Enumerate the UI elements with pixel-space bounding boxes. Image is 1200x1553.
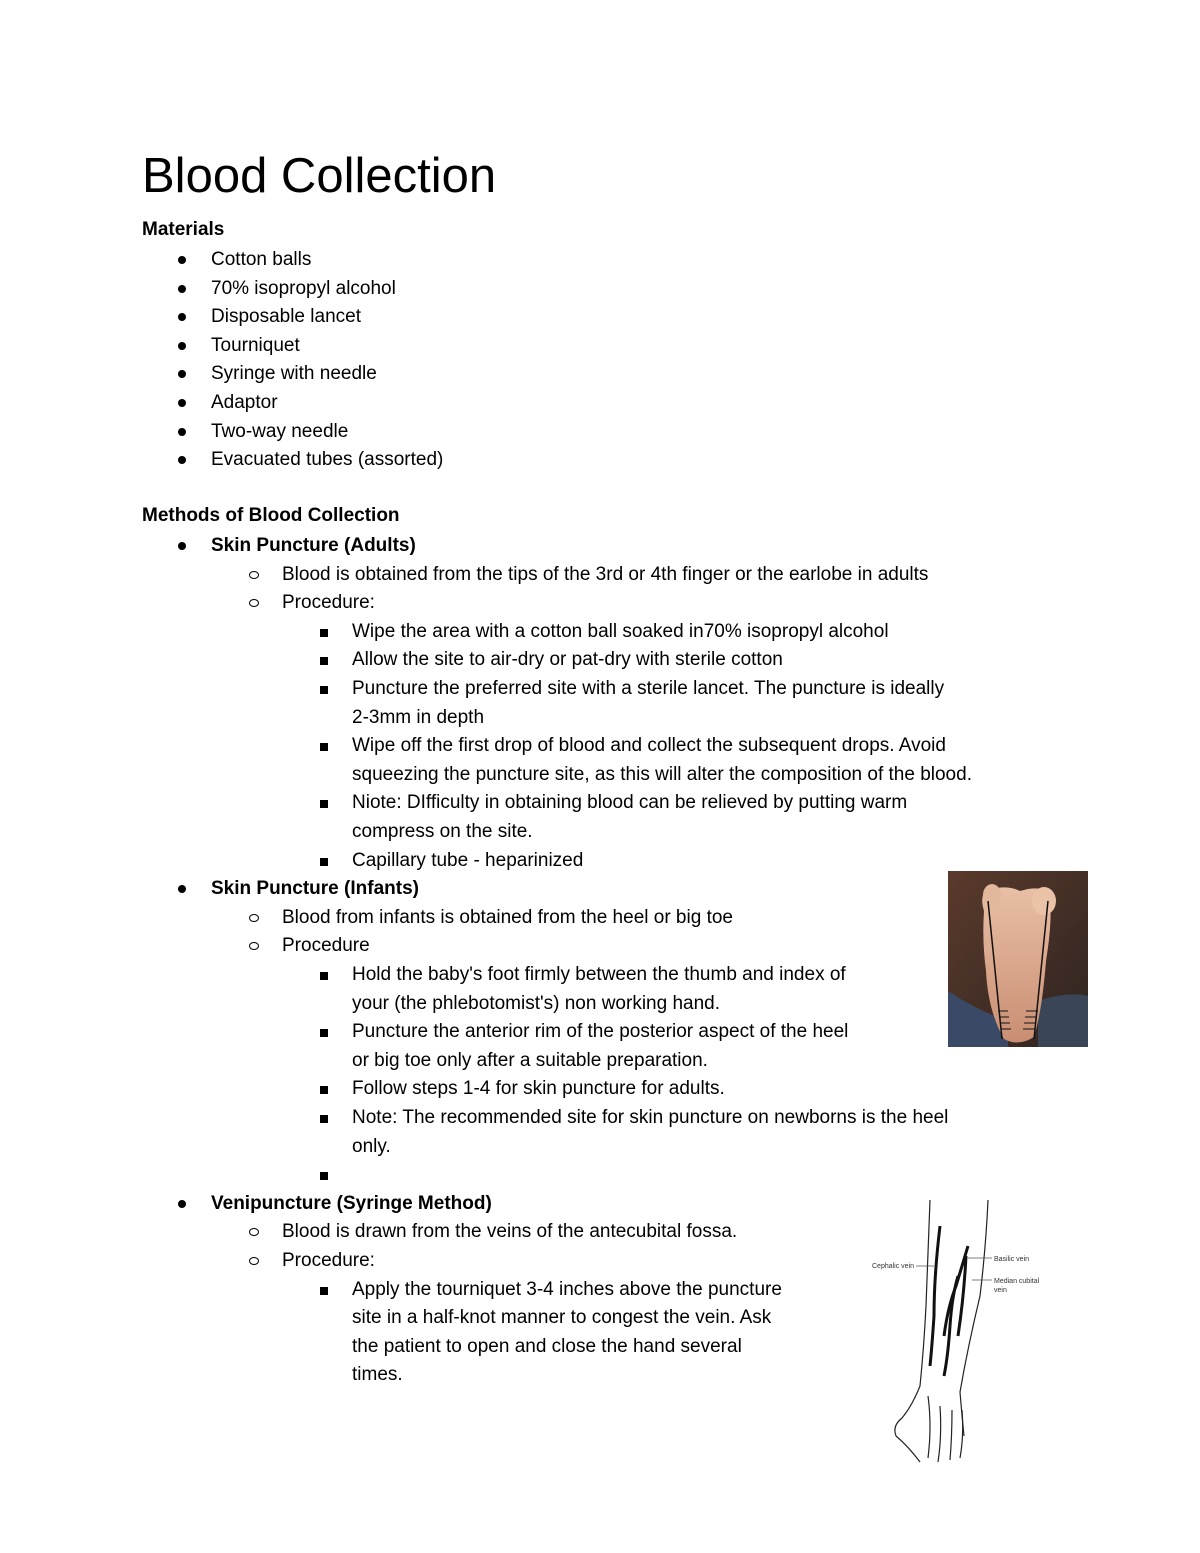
procedure-step-line: site in a half-knot manner to congest the vein. Ask [352,1307,772,1329]
procedure-step-line: your (the phlebotomist's) non working hand. [352,992,720,1014]
procedure-label-adults: Procedure: [282,592,375,614]
bullet-dot-icon [178,313,186,321]
procedure-step-line: Allow the site to air-dry or pat-dry with sterile cotton [352,649,783,671]
bullet-dot-icon [178,399,186,407]
cephalic-vein-label: Cephalic vein [872,1263,915,1270]
bullet-dot-icon [178,256,186,264]
bullet-circle-icon [249,1257,259,1265]
bullet-dot-icon [178,456,186,464]
infant-heel-photo [948,871,1088,1047]
bullet-square-icon [320,629,328,637]
basilic-vein-label: Basilic vein [994,1256,1030,1263]
bullet-square-icon [320,972,328,980]
procedure-step-line: Apply the tourniquet 3-4 inches above the puncture [352,1278,782,1300]
procedure-step-line: or big toe only after a suitable preparation. [352,1049,708,1071]
material-item: Cotton balls [211,249,312,270]
procedure-label-venipuncture: Procedure: [282,1250,375,1271]
bullet-dot-icon [178,885,186,893]
bullet-square-icon [320,1086,328,1094]
material-item: Disposable lancet [211,306,361,328]
median-cubital-vein-label: Median cubital [994,1278,1040,1285]
bullet-dot-icon [178,342,186,350]
procedure-step-line: only. [352,1135,391,1157]
procedure-step-line: Note: The recommended site for skin puncture on newborns is the heel [352,1107,949,1128]
bullet-circle-icon [249,942,259,950]
procedure-label-infants: Procedure [282,935,370,957]
procedure-step-line: times. [352,1364,403,1386]
procedure-step-line: squeezing the puncture site, as this will alter the composition of the blood. [352,763,972,785]
procedure-step-line: Niote: DIfficulty in obtaining blood can be relieved by putting warm [352,792,908,814]
bullet-square-icon [320,686,328,694]
section-heading-venipuncture: Venipuncture (Syringe Method) [211,1192,492,1214]
procedure-step-line: Puncture the anterior rim of the posterior aspect of the heel [352,1021,849,1043]
procedure-step-line: Follow steps 1-4 for skin puncture for adults. [352,1078,725,1100]
bullet-dot-icon [178,1200,186,1208]
bullet-square-icon [320,657,328,665]
bullet-square-icon [320,1115,328,1123]
bullet-dot-icon [178,542,186,550]
bullet-square-icon [320,858,328,866]
procedure-step-line: Puncture the preferred site with a sterile lancet. The puncture is ideally [352,678,945,699]
material-item: 70% isopropyl alcohol [211,277,396,299]
bullet-square-icon [320,800,328,808]
materials-heading: Materials [142,219,225,240]
procedure-step-line: compress on the site. [352,821,533,842]
material-item: Tourniquet [211,334,300,356]
material-item: Two-way needle [211,420,349,442]
procedure-step-line: Wipe off the first drop of blood and collect the subsequent drops. Avoid [352,735,946,757]
bullet-dot-icon [178,285,186,293]
section-heading-adults: Skin Puncture (Adults) [211,535,416,556]
page-title: Blood Collection [142,149,497,203]
bullet-square-icon [320,743,328,751]
arm-veins-diagram [868,1196,1048,1468]
section-source-venipuncture: Blood is drawn from the veins of the antecubital fossa. [282,1221,738,1243]
procedure-step-line: 2-3mm in depth [352,706,485,728]
bullet-circle-icon [249,571,259,579]
bullet-square-icon [320,1172,328,1180]
section-heading-infants: Skin Puncture (Infants) [211,878,419,900]
bullet-circle-icon [249,1228,259,1236]
procedure-step-line: Wipe the area with a cotton ball soaked in70% isopropyl alcohol [352,620,889,642]
material-item: Evacuated tubes (assorted) [211,449,444,471]
bullet-dot-icon [178,428,186,436]
material-item: Syringe with needle [211,363,377,385]
procedure-step-line: the patient to open and close the hand several [352,1335,742,1357]
methods-heading: Methods of Blood Collection [142,505,400,526]
procedure-step-line: Hold the baby's foot firmly between the thumb and index of [352,964,846,985]
procedure-step-line: Capillary tube - heparinized [352,849,584,871]
bullet-square-icon [320,1029,328,1037]
bullet-circle-icon [249,599,259,607]
bullet-square-icon [320,1287,328,1295]
median-cubital-vein-label-2: vein [994,1287,1007,1294]
material-item: Adaptor [211,392,278,413]
bullet-circle-icon [249,914,259,922]
section-source-adults: Blood is obtained from the tips of the 3rd or 4th finger or the earlobe in adults [282,563,929,585]
section-source-infants: Blood from infants is obtained from the heel or big toe [282,906,733,928]
bullet-dot-icon [178,370,186,378]
